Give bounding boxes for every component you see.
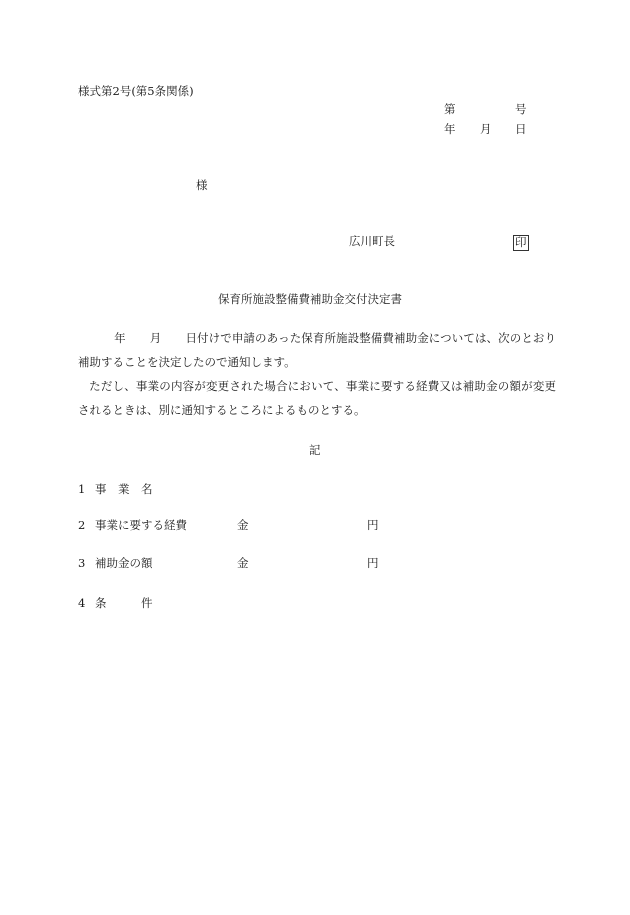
item-kin: 金 [237,518,249,532]
seal-mark-text: 印 [515,235,527,249]
item-yen: 円 [367,556,379,570]
item-number: 2 [78,518,86,532]
addressee-suffix: 様 [196,178,208,192]
para1-year: 年 [114,331,126,345]
para2-text: ただし、事業の内容が変更された場合において、事業に要する経費又は補助金の額が変更されるときは、別に通知するところによるものとする。 [78,379,556,417]
item-label: 補助金の額 [95,556,153,570]
body-paragraph-2 [78,374,556,422]
seal-mark [513,235,529,251]
item-number: 1 [78,482,86,496]
document-title: 保育所施設整備費補助金交付決定書 [218,292,402,306]
item-yen: 円 [367,518,379,532]
item-number: 4 [78,596,86,610]
doc-number-dai: 第 [444,102,456,116]
para1-month: 月 [149,331,162,345]
ki-heading: 記 [309,443,321,457]
date-year: 年 [444,122,456,136]
item-label: 事 業 名 [95,482,153,496]
para1-text: 日付けで申請のあった保育所施設整備費補助金については、次のとおり補助することを決定したので通知します。 [78,331,556,369]
form-label: 様式第2号(第5条関係) [78,84,194,98]
doc-number-go: 号 [515,102,527,116]
item-label: 条 件 [95,596,153,610]
issuer-name: 広川町長 [349,234,395,248]
item-kin: 金 [237,556,249,570]
item-label: 事業に要する経費 [95,518,187,532]
item-number: 3 [78,556,86,570]
date-month: 月 [480,122,492,136]
date-day: 日 [515,122,527,136]
body-paragraph-1 [78,326,556,374]
